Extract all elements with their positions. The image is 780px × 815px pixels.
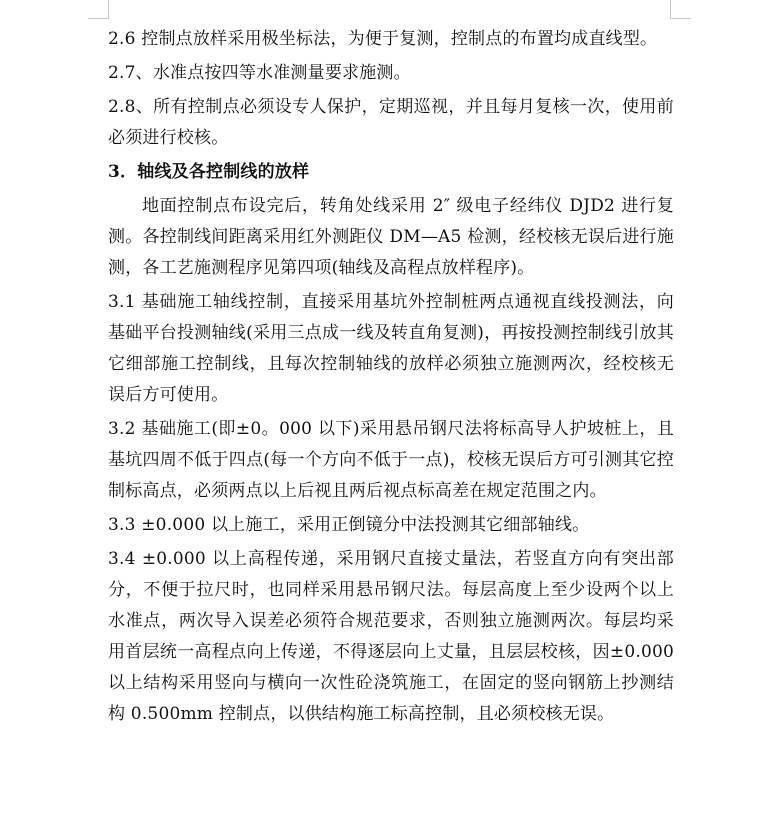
paragraph-2-7: 2.7、水准点按四等水准测量要求施测。 <box>108 63 411 83</box>
page-corner-marker-left <box>88 0 109 19</box>
document-page <box>108 24 674 730</box>
paragraph-3-1: 3.1 基础施工轴线控制，直接采用基坑外控制桩两点通视直线投测法，向基础平台投测轴线(采用三点成一线及转直角复测)，再按投测控制线引放其它细部施工控制线，且每次控制轴线的放样必须独立施测两次，经校核无误后方可使用。 <box>108 292 674 405</box>
page-corner-marker-right <box>670 0 691 19</box>
paragraph-3-4: 3.4 ±0.000 以上高程传递，采用钢尺直接丈量法，若竖直方向有突出部分，不便于拉尺时，也同样采用悬吊钢尺法。每层高度上至少设两个以上水准点，两次导入误差必须符合规范要求，否则独立施测两次。每层均采用首层统一高程点向上传递，不得逐层向上丈量，且层层校核，因±0.000 以上结构采用竖向与横向一次性砼浇筑施工，在固定的竖向钢筋上抄测结构 0.500mm 控制点，以供结构施工标高控制，且必须校核无误。 <box>108 549 674 724</box>
paragraph-2-6: 2.6 控制点放样采用极坐标法，为便于复测，控制点的布置均成直线型。 <box>108 29 658 49</box>
paragraph-intro: 地面控制点布设完后，转角处线采用 2″ 级电子经纬仪 DJD2 进行复测。各控制线间距离采用红外测距仪 DM—A5 检测，经校核无误后进行施测，各工艺施测程序见第四项(轴线及高程点放样程序)。 <box>108 196 674 278</box>
section-heading-3: 3．轴线及各控制线的放样 <box>108 162 310 182</box>
paragraph-2-8: 2.8、所有控制点必须设专人保护，定期巡视，并且每月复核一次，使用前必须进行校核。 <box>108 97 674 148</box>
paragraph-3-3: 3.3 ±0.000 以上施工，采用正倒镜分中法投测其它细部轴线。 <box>108 515 590 535</box>
paragraph-3-2: 3.2 基础施工(即±0。000 以下)采用悬吊钢尺法将标高导人护坡桩上，且基坑四周不低于四点(每一个方向不低于一点)，校核无误后方可引测其它控制标高点，必须两点以上后视且两后视点标高差在规定范围之内。 <box>108 419 674 501</box>
